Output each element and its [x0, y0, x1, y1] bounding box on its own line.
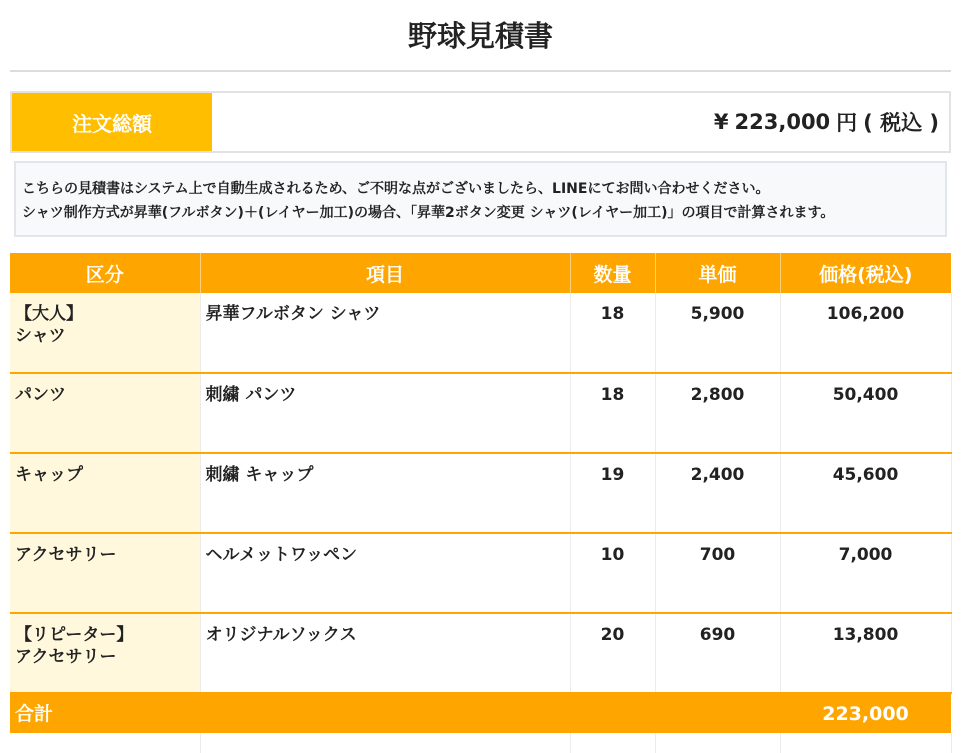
category-line-1: パンツ: [15, 385, 66, 405]
spacer-cell: [200, 733, 570, 753]
row-quantity: 10: [570, 533, 655, 613]
row-unit-price: 2,800: [655, 373, 780, 453]
row-unit-price: 2,400: [655, 453, 780, 533]
category-line-1: 【大人】: [15, 304, 83, 324]
notice-line-2: シャツ制作方式が昇華(フルボタン)＋(レイヤー加工)の場合、「昇華2ボタン変更 シャツ(レイヤー加工)」の項目で計算されます。: [22, 205, 835, 221]
row-item: 刺繍 キャップ: [200, 453, 570, 533]
order-total-tax-note: ( 税込 ): [863, 111, 939, 135]
row-price: 106,200: [780, 293, 951, 373]
row-item: オリジナルソックス: [200, 613, 570, 693]
order-total-unit: 円: [836, 111, 858, 135]
spacer-cell: [10, 733, 200, 753]
row-unit-price: 690: [655, 613, 780, 693]
table-row: [10, 533, 951, 613]
row-unit-price: 5,900: [655, 293, 780, 373]
header-quantity: 数量: [570, 253, 655, 293]
row-price: 50,400: [780, 373, 951, 453]
category-line-2: シャツ: [15, 326, 66, 346]
row-quantity: 19: [570, 453, 655, 533]
estimate-table: [10, 253, 952, 753]
table-row: [10, 373, 951, 453]
header-unit-price: 単価: [655, 253, 780, 293]
row-price: 13,800: [780, 613, 951, 693]
table-header-row: [10, 253, 951, 293]
order-total-amount: 223,000: [734, 110, 831, 134]
row-price: 7,000: [780, 533, 951, 613]
currency-symbol: ¥: [713, 110, 729, 134]
header-item: 項目: [200, 253, 570, 293]
row-category: [10, 453, 200, 533]
row-item: ヘルメットワッペン: [200, 533, 570, 613]
order-total-label: 注文総額: [12, 93, 212, 151]
total-value: 223,000: [780, 693, 951, 733]
table-row: [10, 453, 951, 533]
row-item: 刺繍 パンツ: [200, 373, 570, 453]
row-unit-price: 700: [655, 533, 780, 613]
notice-line-1: こちらの見積書はシステム上で自動生成されるため、ご不明な点がございましたら、LINEにてお問い合わせください。: [22, 181, 770, 197]
total-label: 合計: [10, 693, 780, 733]
row-quantity: 18: [570, 293, 655, 373]
header-category: 区分: [10, 253, 200, 293]
row-quantity: 20: [570, 613, 655, 693]
row-category: [10, 613, 200, 693]
row-item: 昇華フルボタン シャツ: [200, 293, 570, 373]
total-row: [10, 693, 951, 733]
table-row: [10, 293, 951, 373]
row-quantity: 18: [570, 373, 655, 453]
row-price: 45,600: [780, 453, 951, 533]
spacer-cell: [780, 733, 951, 753]
category-line-1: キャップ: [15, 465, 83, 485]
header-price: 価格(税込): [780, 253, 951, 293]
table-spacer-row: [10, 733, 951, 753]
row-category: [10, 533, 200, 613]
notice-box: [14, 161, 947, 237]
table-row: [10, 613, 951, 693]
row-category: [10, 373, 200, 453]
order-total-box: [10, 91, 951, 153]
row-category: [10, 293, 200, 373]
order-total-value: [212, 93, 949, 151]
page-title: 野球見積書: [10, 0, 951, 72]
spacer-cell: [655, 733, 780, 753]
category-line-2: アクセサリー: [15, 647, 117, 667]
spacer-cell: [570, 733, 655, 753]
category-line-1: 【リピーター】: [15, 625, 134, 645]
category-line-1: アクセサリー: [15, 545, 117, 565]
